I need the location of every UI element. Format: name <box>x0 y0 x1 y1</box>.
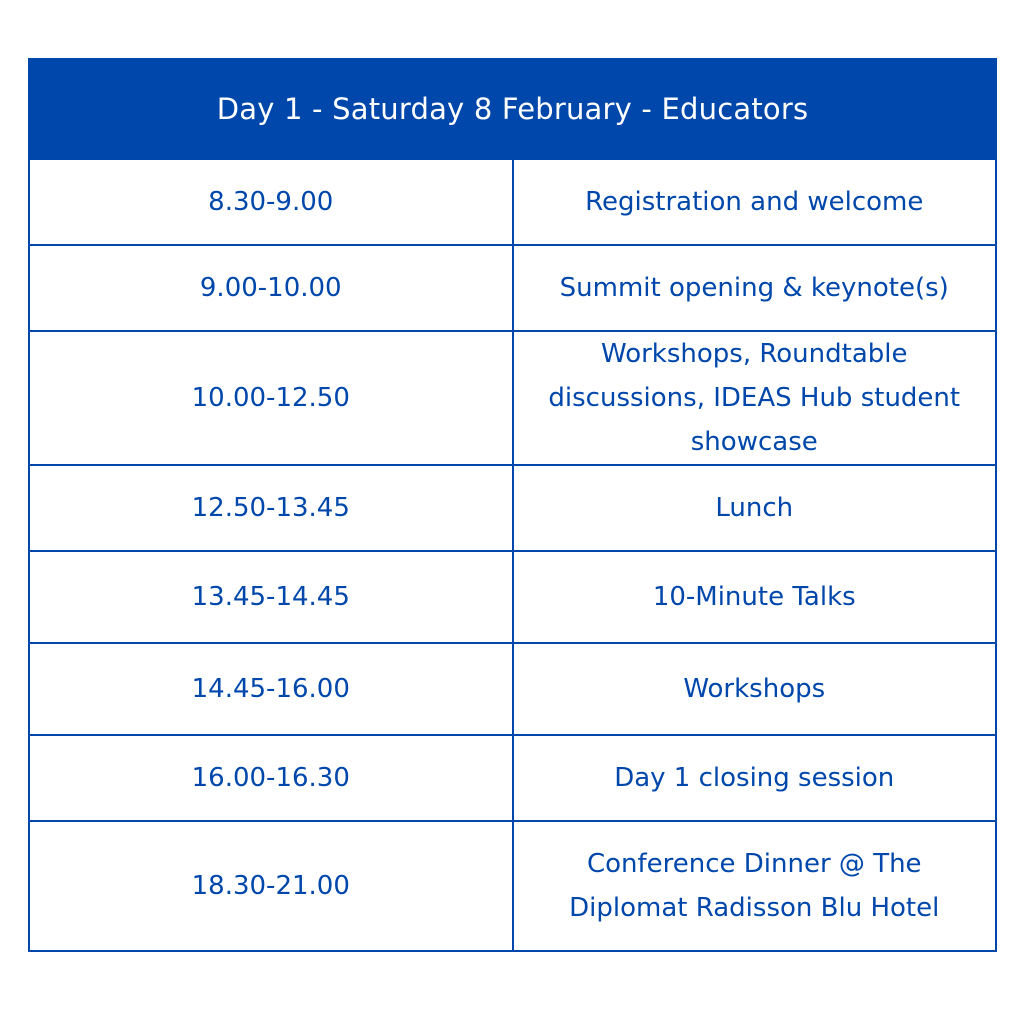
table-row <box>29 551 996 643</box>
time-cell: 18.30-21.00 <box>29 821 513 951</box>
table-row <box>29 159 996 245</box>
table-row <box>29 821 996 951</box>
table-row <box>29 643 996 735</box>
header-row <box>29 59 996 159</box>
activity-cell: 10-Minute Talks <box>513 551 997 643</box>
time-cell: 14.45-16.00 <box>29 643 513 735</box>
activity-cell: Lunch <box>513 465 997 551</box>
time-cell: 12.50-13.45 <box>29 465 513 551</box>
time-cell: 13.45-14.45 <box>29 551 513 643</box>
time-cell: 8.30-9.00 <box>29 159 513 245</box>
activity-cell: Workshops <box>513 643 997 735</box>
table-row <box>29 245 996 331</box>
time-cell: 10.00-12.50 <box>29 331 513 465</box>
schedule-table <box>28 58 997 952</box>
activity-cell: Registration and welcome <box>513 159 997 245</box>
schedule-title: Day 1 - Saturday 8 February - Educators <box>29 59 996 159</box>
activity-cell: Workshops, Roundtable discussions, IDEAS Hub student showcase <box>513 331 997 465</box>
activity-cell: Summit opening & keynote(s) <box>513 245 997 331</box>
activity-cell: Conference Dinner @ The Diplomat Radisson Blu Hotel <box>513 821 997 951</box>
time-cell: 16.00-16.30 <box>29 735 513 821</box>
table-row <box>29 465 996 551</box>
table-row <box>29 331 996 465</box>
activity-cell: Day 1 closing session <box>513 735 997 821</box>
time-cell: 9.00-10.00 <box>29 245 513 331</box>
table-row <box>29 735 996 821</box>
